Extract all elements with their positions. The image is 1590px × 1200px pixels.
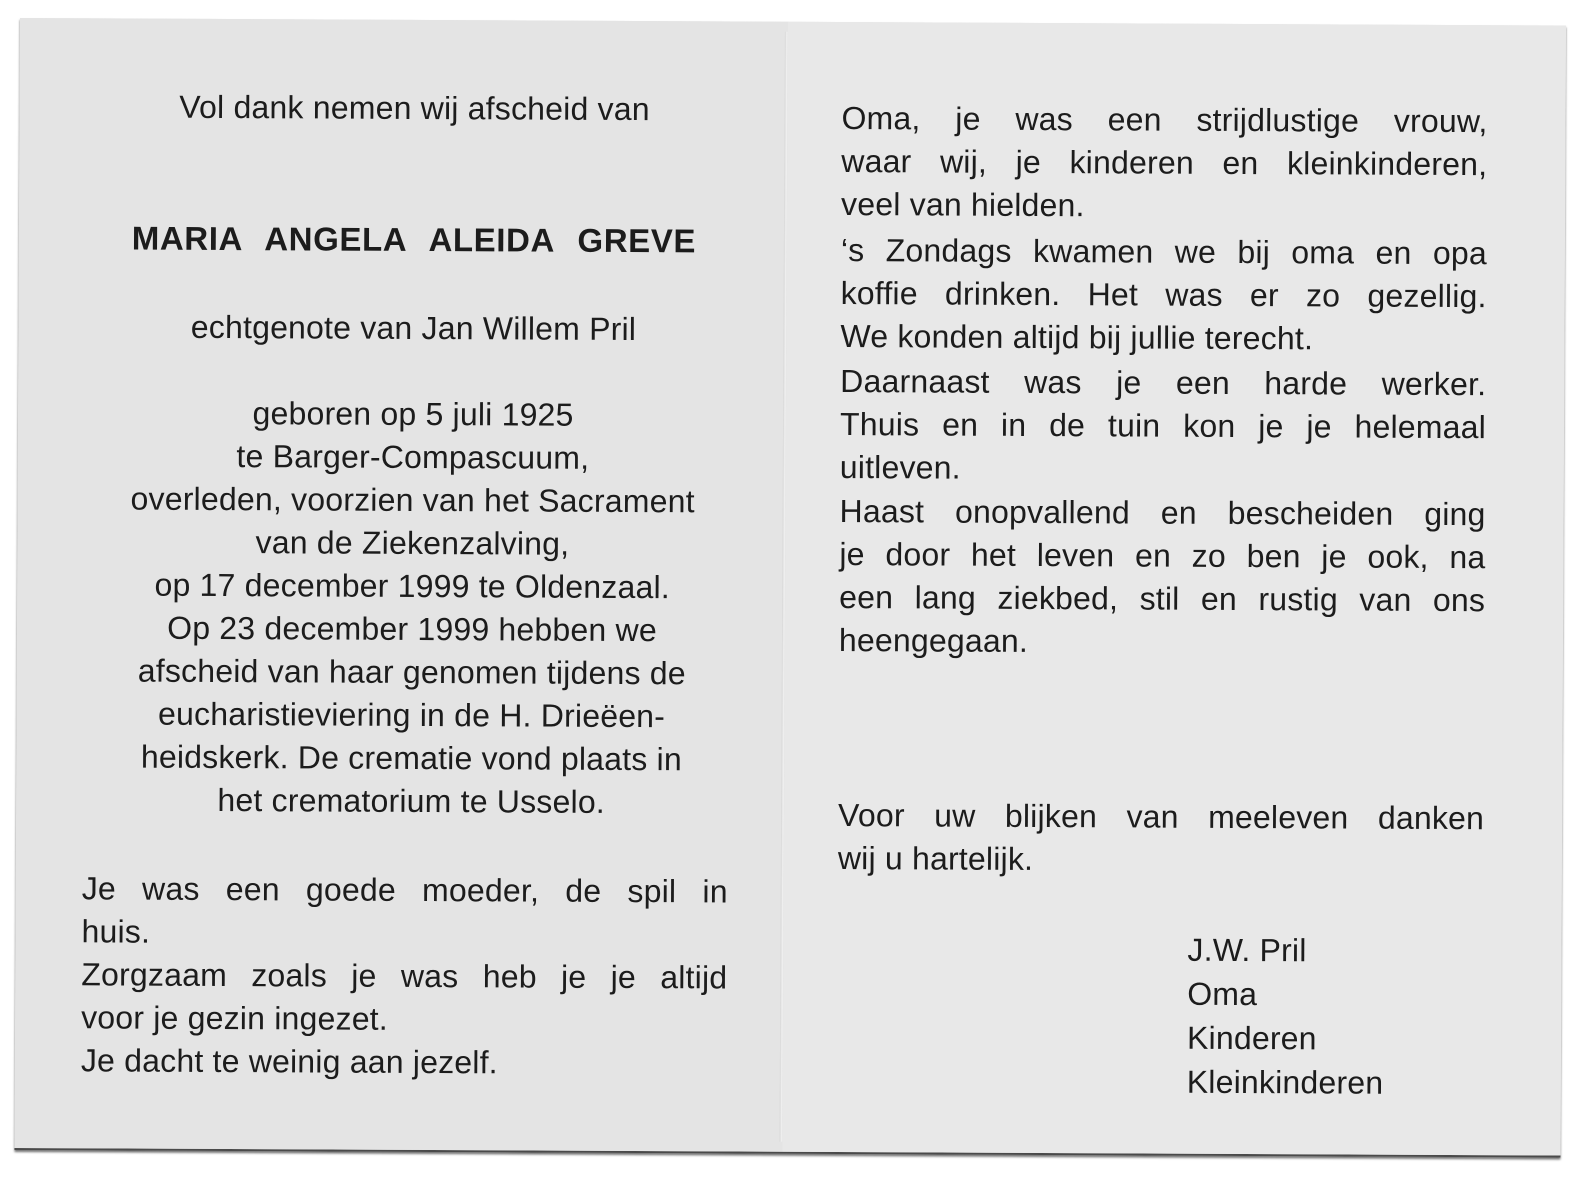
tribute-line: uitleven. [839, 449, 961, 486]
detail-line: afscheid van haar genomen tijdens de [137, 652, 686, 692]
thanks-line: wij u hartelijk. [837, 840, 1034, 877]
tribute-line: Oma, je was een strijdlustige vrouw, [841, 100, 1488, 140]
tribute-line: Daarnaast was je een harde werker. [840, 363, 1487, 403]
tribute-line: je door het leven en zo ben je ook, na [839, 536, 1486, 576]
tribute-line: een lang ziekbed, stil en rustig van ons [839, 579, 1486, 619]
signature-line: Kleinkinderen [1186, 1063, 1384, 1101]
tribute-line: Zorgzaam zoals je was heb je je altijd [81, 956, 728, 996]
tribute-line: huis. [81, 913, 151, 950]
detail-line: van de Ziekenzalving, [255, 524, 570, 562]
tribute-line: Je dacht te weinig aan jezelf. [80, 1042, 498, 1081]
signature-line: J.W. Pril [1187, 931, 1307, 969]
signature-line: Kinderen [1186, 1019, 1317, 1057]
tribute-line: waar wij, je kinderen en kleinkinderen, [841, 143, 1488, 183]
tribute-line: heengegaan. [838, 622, 1029, 659]
detail-line: overleden, voorzien van het Sacrament [130, 480, 695, 520]
detail-line: te Barger-Compascuum, [236, 438, 590, 476]
spouse-text: echtgenote van Jan Willem Pril [190, 308, 637, 348]
right-panel [782, 22, 1566, 1156]
intro-text: Vol dank nemen wij afscheid van [179, 88, 650, 128]
signature-line: Oma [1187, 975, 1258, 1013]
tribute-line: Je was een goede moeder, de spil in [81, 870, 728, 910]
tribute-line: voor je gezin ingezet. [81, 999, 389, 1037]
thanks-line: Voor uw blijken van meeleven danken [838, 797, 1485, 837]
detail-line: heidskerk. De crematie vond plaats in [140, 738, 682, 778]
tribute-line: We konden altijd bij jullie terecht. [840, 318, 1314, 357]
tribute-line: koffie drinken. Het was er zo gezellig. [840, 275, 1487, 315]
tribute-line: Haast onopvallend en bescheiden ging [839, 493, 1486, 533]
deceased-name: MARIA ANGELA ALEIDA GREVE [131, 219, 697, 260]
detail-line: Op 23 december 1999 hebben we [167, 609, 657, 649]
detail-line: op 17 december 1999 te Oldenzaal. [154, 566, 671, 606]
left-panel [14, 18, 788, 1152]
tribute-line: ‘s Zondags kwamen we bij oma en opa [840, 232, 1487, 272]
detail-line: geboren op 5 juli 1925 [252, 395, 574, 433]
tribute-line: veel van hielden. [841, 186, 1085, 224]
detail-line: het crematorium te Usselo. [217, 781, 606, 820]
memorial-card [14, 18, 1566, 1158]
detail-line: eucharistieviering in de H. Drieëen- [158, 695, 666, 735]
tribute-line: Thuis en in de tuin kon je je helemaal [839, 406, 1487, 446]
